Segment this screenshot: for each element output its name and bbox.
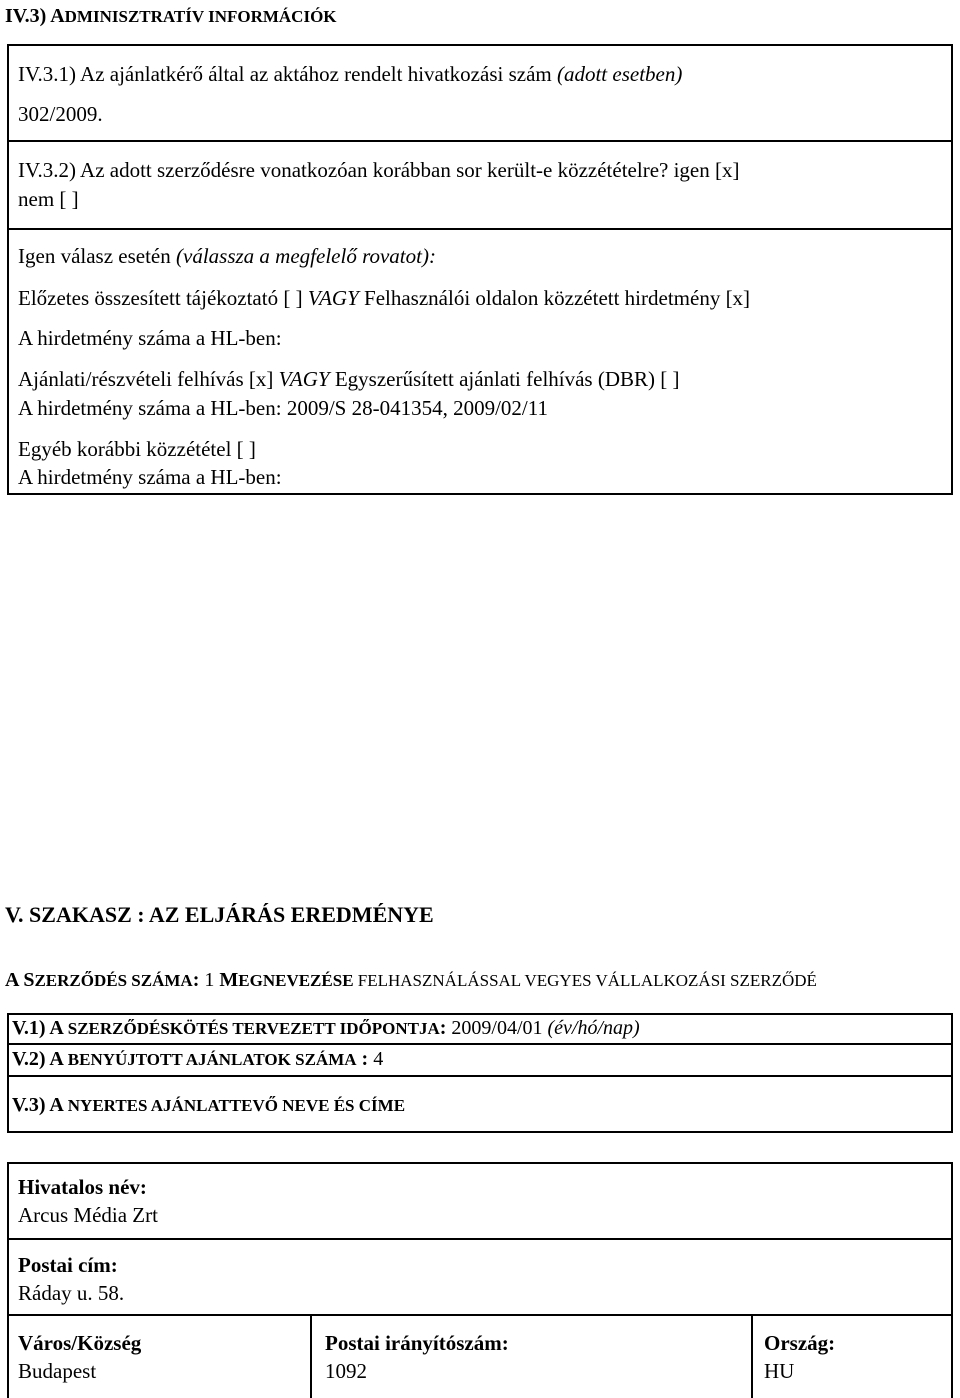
official-name-label: Hivatalos név: <box>18 1175 147 1199</box>
notice-number-value: A hirdetmény száma a HL-ben: 2009/S 28-041354, 2009/02/11 <box>18 396 548 420</box>
postcode-value: 1092 <box>325 1359 367 1383</box>
divider <box>310 1314 312 1398</box>
winner-box <box>7 1162 953 1398</box>
reference-number-label: IV.3.1) Az ajánlatkérő által az aktához rendelt hivatkozási szám (adott esetben) <box>18 62 683 86</box>
previous-publication-question: IV.3.2) Az adott szerződésre vonatkozóan korábban sor került-e közzétételre? igen [x] <box>18 158 740 182</box>
divider <box>7 1075 953 1077</box>
divider <box>7 228 953 230</box>
yes-case-label: Igen válasz esetén (válassza a megfelelő rovatot): <box>18 244 436 268</box>
divider <box>7 1314 953 1316</box>
section-heading-iv3: IV.3) ADMINISZTRATÍV INFORMÁCIÓK <box>5 5 337 27</box>
city-value: Budapest <box>18 1359 97 1383</box>
country-label: Ország: <box>764 1331 836 1355</box>
country-value: HU <box>764 1359 795 1383</box>
notice-number-label: A hirdetmény száma a HL-ben: <box>18 465 282 489</box>
prior-information-option: Előzetes összesített tájékoztató [ ] VAGY Felhasználói oldalon közzétett hirdetmény [x] <box>18 286 751 310</box>
winner-heading: V.3) A NYERTES AJÁNLATTEVŐ NEVE ÉS CÍME <box>12 1094 406 1116</box>
divider <box>7 1043 953 1045</box>
postal-address-label: Postai cím: <box>18 1253 118 1277</box>
previous-publication-no: nem [ ] <box>18 187 79 211</box>
section-heading-v: V. SZAKASZ : AZ ELJÁRÁS EREDMÉNYE <box>5 902 434 927</box>
other-publication-option: Egyéb korábbi közzététel [ ] <box>18 437 256 461</box>
admin-info-box <box>7 44 953 495</box>
contract-notice-option: Ajánlati/részvételi felhívás [x] VAGY Egyszerűsített ajánlati felhívás (DBR) [ ] <box>18 367 680 391</box>
postal-address-value: Ráday u. 58. <box>18 1281 125 1305</box>
postcode-label: Postai irányítószám: <box>325 1331 509 1355</box>
reference-number-value: 302/2009. <box>18 102 103 126</box>
notice-number-label: A hirdetmény száma a HL-ben: <box>18 326 282 350</box>
divider <box>7 140 953 142</box>
contract-number-line: A SZERZŐDÉS SZÁMA: 1 MEGNEVEZÉSE FELHASZNÁLÁSSAL VEGYES VÁLLALKOZÁSI SZERZŐDÉ <box>5 969 817 991</box>
conclusion-date-line: V.1) A SZERZŐDÉSKÖTÉS TERVEZETT IDŐPONTJA: 2009/04/01 (év/hó/nap) <box>12 1017 640 1039</box>
city-label: Város/Község <box>18 1331 142 1355</box>
divider <box>751 1314 753 1398</box>
offers-count-line: V.2) A BENYÚJTOTT AJÁNLATOK SZÁMA : 4 <box>12 1048 384 1070</box>
divider <box>7 1238 953 1240</box>
official-name-value: Arcus Média Zrt <box>18 1203 158 1227</box>
